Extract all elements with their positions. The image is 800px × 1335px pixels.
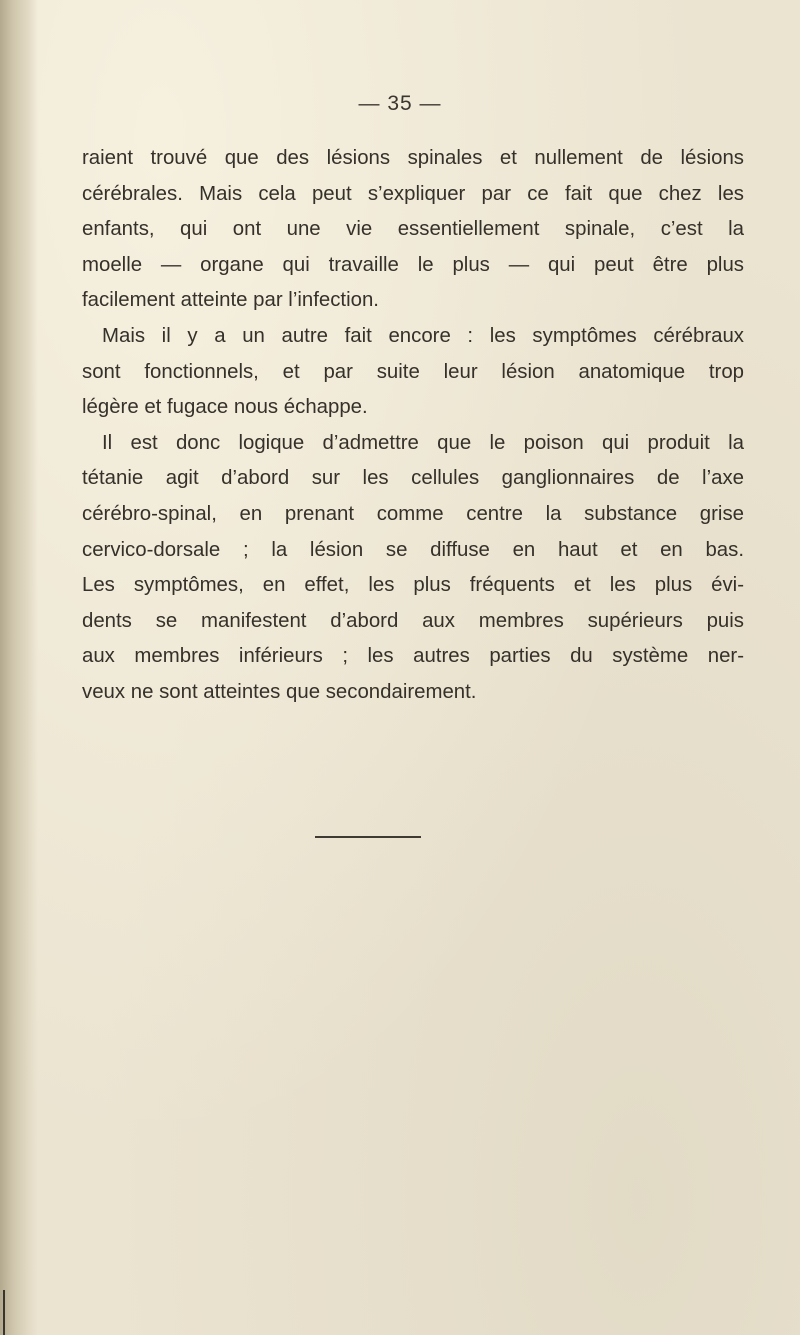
end-separator-rule: [315, 836, 421, 838]
text-line: moelle — organe qui travaille le plus — qui peut être plus: [82, 253, 744, 276]
text-line: tétanie agit d’abord sur les cellules ganglionnaires de l’axe: [82, 467, 744, 490]
page-number: — 35 —: [358, 92, 442, 115]
page-edge-mark: [3, 1290, 5, 1335]
page-binding-shadow: [0, 0, 38, 1335]
body-text: [82, 141, 744, 711]
text-line: sont fonctionnels, et par suite leur lésion anatomique trop: [82, 360, 744, 383]
text-line: cérébrales. Mais cela peut s’expliquer par ce fait que chez les: [82, 182, 744, 205]
text-line: cervico-dorsale ; la lésion se diffuse en haut et en bas.: [82, 538, 744, 561]
text-line: Mais il y a un autre fait encore : les symptômes cérébraux: [102, 324, 744, 347]
text-line: Les symptômes, en effet, les plus fréquents et les plus évi-: [82, 574, 744, 597]
text-line: dents se manifestent d’abord aux membres supérieurs puis: [82, 609, 744, 632]
text-line: facilement atteinte par l’infection.: [82, 289, 379, 312]
text-line: raient trouvé que des lésions spinales et nullement de lésions: [82, 147, 744, 169]
text-line: enfants, qui ont une vie essentiellement spinale, c’est la: [82, 218, 744, 241]
text-line: veux ne sont atteintes que secondairement.: [82, 680, 477, 703]
text-line: cérébro-spinal, en prenant comme centre la substance grise: [82, 502, 744, 525]
text-line: Il est donc logique d’admettre que le poison qui produit la: [102, 431, 744, 454]
text-line: aux membres inférieurs ; les autres parties du système ner-: [82, 645, 744, 668]
text-line: légère et fugace nous échappe.: [82, 396, 368, 419]
